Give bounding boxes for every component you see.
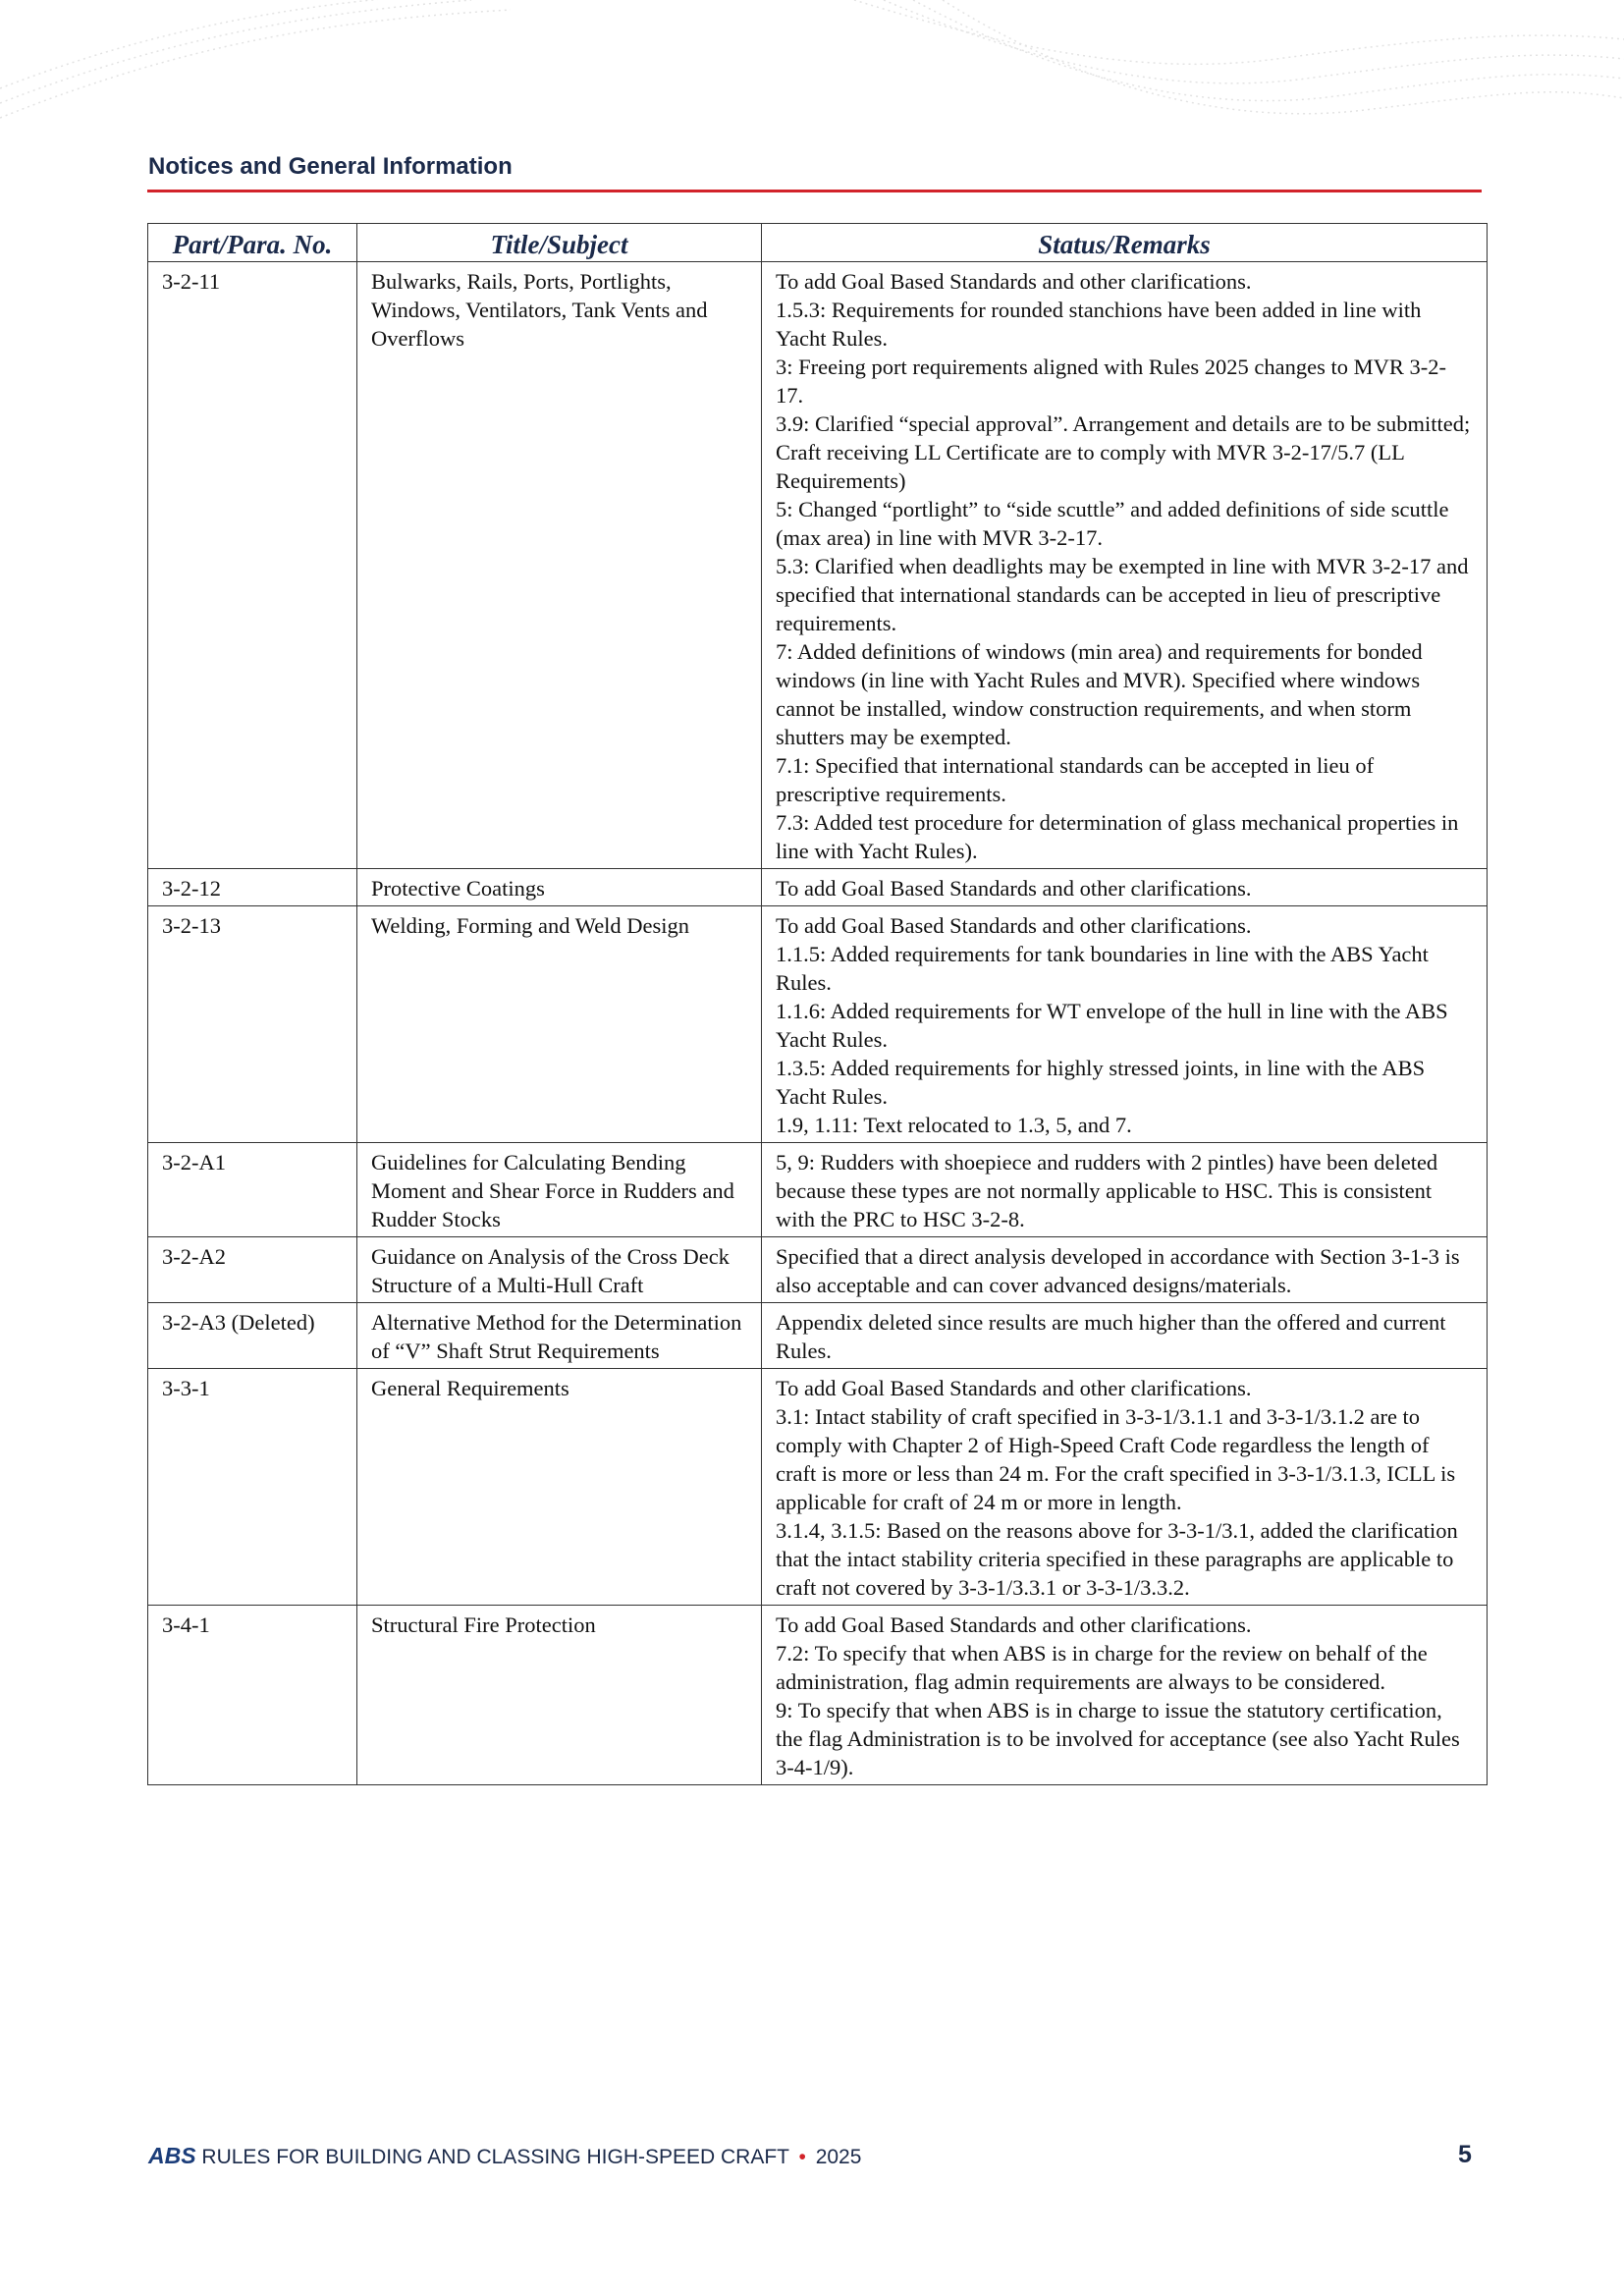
table-row xyxy=(148,1143,1488,1237)
footer-separator: • xyxy=(798,2146,806,2168)
remark-line: 1.3.5: Added requirements for highly stressed joints, in line with the ABS Yacht Rules. xyxy=(776,1056,1426,1109)
remarks-cell xyxy=(762,1369,1488,1606)
part-cell: 3-2-A2 xyxy=(148,1237,357,1303)
remark-line: 5, 9: Rudders with shoepiece and rudders with 2 pintles) have been deleted because these types are not normally applicable to HSC. This is consistent with the PRC to HSC 3-2-8. xyxy=(776,1150,1438,1231)
remark-line: Specified that a direct analysis developed in accordance with Section 3-1-3 is also acceptable and can cover advanced designs/materials. xyxy=(776,1244,1460,1297)
part-cell: 3-4-1 xyxy=(148,1606,357,1785)
title-cell: Guidelines for Calculating Bending Moment and Shear Force in Rudders and Rudder Stocks xyxy=(357,1143,762,1237)
remarks-cell xyxy=(762,1303,1488,1369)
page-number: 5 xyxy=(1458,2141,1472,2168)
remark-line: To add Goal Based Standards and other clarifications. xyxy=(776,1376,1252,1400)
title-cell: Alternative Method for the Determination of “V” Shaft Strut Requirements xyxy=(357,1303,762,1369)
remark-line: 7.1: Specified that international standards can be accepted in lieu of prescriptive requirements. xyxy=(776,753,1375,806)
title-cell: Protective Coatings xyxy=(357,869,762,906)
part-cell: 3-2-12 xyxy=(148,869,357,906)
remark-line: 3.1: Intact stability of craft specified in 3-3-1/3.1.1 and 3-3-1/3.1.2 are to comply with Chapter 2 of High-Speed Craft Code regardless the length of craft is more or less than 24 m. For the craft specified in 3-3-1/3.1.3, ICLL is applicable for craft of 24 m or more in length. xyxy=(776,1404,1456,1514)
remark-line: 5: Changed “portlight” to “side scuttle” and added definitions of side scuttle (max area) in line with MVR 3-2-17. xyxy=(776,497,1449,550)
title-cell: Bulwarks, Rails, Ports, Portlights, Windows, Ventilators, Tank Vents and Overflows xyxy=(357,262,762,869)
column-header-title: Title/Subject xyxy=(357,224,762,262)
notice-table xyxy=(147,223,1488,1785)
column-header-part: Part/Para. No. xyxy=(148,224,357,262)
remark-line: To add Goal Based Standards and other clarifications. xyxy=(776,1612,1252,1637)
remarks-cell xyxy=(762,869,1488,906)
remark-line: To add Goal Based Standards and other clarifications. xyxy=(776,913,1252,938)
title-cell: Structural Fire Protection xyxy=(357,1606,762,1785)
part-cell: 3-2-A3 (Deleted) xyxy=(148,1303,357,1369)
remark-line: 5.3: Clarified when deadlights may be exempted in line with MVR 3-2-17 and specified that international standards can be accepted in lieu of prescriptive requirements. xyxy=(776,554,1469,635)
remark-line: 9: To specify that when ABS is in charge to issue the statutory certification, the flag Administration is to be involved for acceptance (see also Yacht Rules 3-4-1/9). xyxy=(776,1698,1460,1779)
table-row xyxy=(148,1369,1488,1606)
part-cell: 3-3-1 xyxy=(148,1369,357,1606)
footer-year: 2025 xyxy=(815,2146,862,2168)
remark-line: Appendix deleted since results are much higher than the offered and current Rules. xyxy=(776,1310,1446,1363)
header-wave-decoration xyxy=(0,0,1624,147)
footer xyxy=(148,2143,861,2169)
remarks-cell xyxy=(762,262,1488,869)
remarks-cell xyxy=(762,906,1488,1143)
remark-line: 7.3: Added test procedure for determination of glass mechanical properties in line with Yacht Rules). xyxy=(776,810,1459,863)
table-row xyxy=(148,262,1488,869)
header-rule xyxy=(147,190,1482,192)
abs-logo: ABS xyxy=(148,2143,196,2168)
remark-line: 3.1.4, 3.1.5: Based on the reasons above for 3-3-1/3.1, added the clarification that the intact stability criteria specified in these paragraphs are applicable to craft not covered by 3-3-1/3.3.1 or 3-3-1/3.3.2. xyxy=(776,1518,1458,1600)
remark-line: 1.1.5: Added requirements for tank boundaries in line with the ABS Yacht Rules. xyxy=(776,942,1429,995)
table-row xyxy=(148,1237,1488,1303)
remark-line: 1.1.6: Added requirements for WT envelope of the hull in line with the ABS Yacht Rules. xyxy=(776,999,1448,1052)
remark-line: 7.2: To specify that when ABS is in charge for the review on behalf of the administration, flag admin requirements are always to be considered. xyxy=(776,1641,1428,1694)
section-title: Notices and General Information xyxy=(148,153,513,180)
table-row xyxy=(148,1303,1488,1369)
remarks-cell xyxy=(762,1606,1488,1785)
title-cell: General Requirements xyxy=(357,1369,762,1606)
part-cell: 3-2-11 xyxy=(148,262,357,869)
remarks-cell xyxy=(762,1143,1488,1237)
table-row xyxy=(148,869,1488,906)
table-row xyxy=(148,906,1488,1143)
remark-line: 3: Freeing port requirements aligned with Rules 2025 changes to MVR 3-2-17. xyxy=(776,355,1446,408)
remarks-cell xyxy=(762,1237,1488,1303)
title-cell: Guidance on Analysis of the Cross Deck Structure of a Multi-Hull Craft xyxy=(357,1237,762,1303)
part-cell: 3-2-A1 xyxy=(148,1143,357,1237)
remark-line: 3.9: Clarified “special approval”. Arrangement and details are to be submitted; Craft receiving LL Certificate are to comply with MVR 3-2-17/5.7 (LL Requirements) xyxy=(776,411,1471,493)
remark-line: 1.9, 1.11: Text relocated to 1.3, 5, and 7. xyxy=(776,1113,1132,1137)
table-row xyxy=(148,1606,1488,1785)
title-cell: Welding, Forming and Weld Design xyxy=(357,906,762,1143)
remark-line: To add Goal Based Standards and other clarifications. xyxy=(776,269,1252,294)
table-header-row xyxy=(148,224,1488,262)
footer-title: RULES FOR BUILDING AND CLASSING HIGH-SPEED CRAFT xyxy=(201,2146,789,2168)
remark-line: To add Goal Based Standards and other clarifications. xyxy=(776,876,1252,901)
part-cell: 3-2-13 xyxy=(148,906,357,1143)
column-header-status: Status/Remarks xyxy=(762,224,1488,262)
remark-line: 7: Added definitions of windows (min area) and requirements for bonded windows (in line with Yacht Rules and MVR). Specified where windows cannot be installed, window construction requirements, and when storm shutters may be exempted. xyxy=(776,639,1423,749)
remark-line: 1.5.3: Requirements for rounded stanchions have been added in line with Yacht Rules. xyxy=(776,298,1422,351)
